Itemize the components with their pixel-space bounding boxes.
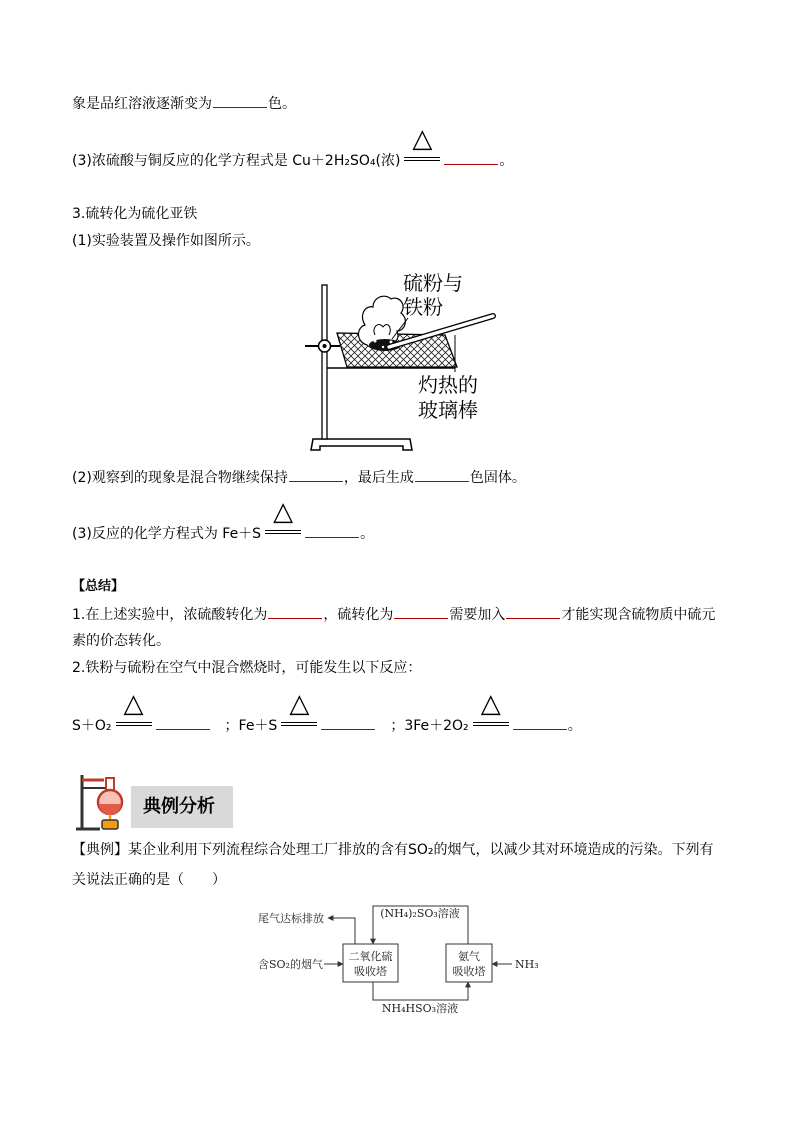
double-line [404,157,440,161]
summary-item-1-continued: 素的价态转化。 [72,633,170,649]
summary-item-1 [72,604,715,625]
summary-item-2: 2.铁粉与硫粉在空气中混合燃烧时，可能发生以下反应： [72,660,422,676]
lab-flask-icon [74,772,132,832]
process-flow-diagram [250,900,550,1018]
reaction-sulfur-oxygen: S＋O₂ [72,718,112,734]
text-segment: (2)观察到的现象是混合物继续保持 [72,470,288,486]
bottom-stream-arrow [373,982,468,1000]
heat-triangle-icon: △ [412,124,433,154]
exhaust-arrow [328,918,355,944]
label-glass-rod: 玻璃棒 [418,398,478,422]
step-3-equation [72,497,375,544]
heating-condition-sign [116,689,152,727]
reaction-iron-sulfur: Fe＋S [238,718,278,734]
answer-blank [305,523,359,538]
stand-rod [322,285,327,439]
powder-grain [374,340,377,343]
answer-blank [289,467,343,482]
tower1-label-line2: 吸收塔 [354,965,387,978]
tower2-label-line1: 氨气 [458,950,480,963]
heating-condition-sign [281,689,317,727]
reaction-iron-oxygen: 3Fe＋2O₂ [404,718,469,734]
text-segment: ，硫转化为 [323,607,394,623]
section-heading-sulfur-to-fes: 3.硫转化为硫化亚铁 [72,206,198,222]
double-line [473,722,509,726]
text-segment: 才能实现含硫物质中硫元 [561,607,716,623]
text-segment: ，最后生成 [343,470,414,486]
answer-blank [415,467,469,482]
heating-condition-sign [404,124,440,162]
example-intro: 【典例】某企业利用下列流程综合处理工厂排放的含有SO₂的烟气，以减少其对环境造成的污染。下列有 [72,842,714,858]
heating-condition-sign [265,497,301,535]
answer-blank [394,604,448,619]
clamp-knob-center [323,344,327,348]
text-segment: (3)浓硫酸与铜反应的化学方程式是 Cu＋2H₂SO₄(浓) [72,153,401,169]
label-iron-powder: 铁粉 [403,295,443,319]
double-line [281,722,317,726]
section-title-example-analysis: 典例分析 [131,786,233,828]
answer-blank [156,715,210,730]
answer-blank [513,715,567,730]
label-sulfur-powder: 硫粉与 [403,271,463,295]
top-stream-label: (NH₄)₂SO₃溶液 [380,907,460,920]
heat-triangle-icon: △ [289,689,310,719]
text-segment: 。 [499,153,514,169]
answer-blank [444,150,498,165]
ammonia-label: NH₃ [515,958,539,971]
tower1-label-line1: 二氧化硫 [348,950,393,963]
label-hot: 灼热的 [418,373,478,397]
separator: ； [224,718,239,734]
answer-blank [321,715,375,730]
text-segment: 1.在上述实验中，浓硫酸转化为 [72,607,268,623]
answer-blank [506,604,560,619]
answer-blank [268,604,322,619]
summary-heading: 【总结】 [72,579,125,594]
double-line [116,722,152,726]
text-segment: (3)反应的化学方程式为 Fe＋S [72,526,262,542]
example-intro-continued: 关说法正确的是（ ） [72,872,226,888]
apparatus-figure [295,265,505,455]
paragraph-color-change [72,93,296,114]
exhaust-label: 尾气达标排放 [258,912,324,925]
text-segment: 。 [360,526,375,542]
tower2-label-line2: 吸收塔 [452,965,486,978]
reactions-line [72,689,582,736]
powder-grain [382,346,384,348]
double-line [265,530,301,534]
answer-blank [213,93,267,108]
heat-triangle-icon: △ [273,497,294,527]
heat-triangle-icon: △ [123,689,144,719]
equation-copper-sulfuric-acid [72,124,514,171]
heat-triangle-icon: △ [480,689,501,719]
heating-condition-sign [473,689,509,727]
text-segment: 需要加入 [449,607,506,623]
flue-gas-label: 含SO₂的烟气 [258,958,323,971]
step-2-observation [72,467,526,488]
text-segment: 色。 [268,96,296,112]
text-segment: 。 [567,718,582,734]
stand-base [311,439,412,450]
text-segment: 象是品红溶液逐渐变为 [72,96,212,112]
text-segment: 色固体。 [469,470,526,486]
step-1-text: (1)实验装置及操作如图所示。 [72,233,260,249]
separator: ； [390,718,405,734]
bottom-stream-label: NH₄HSO₃溶液 [381,1002,459,1015]
